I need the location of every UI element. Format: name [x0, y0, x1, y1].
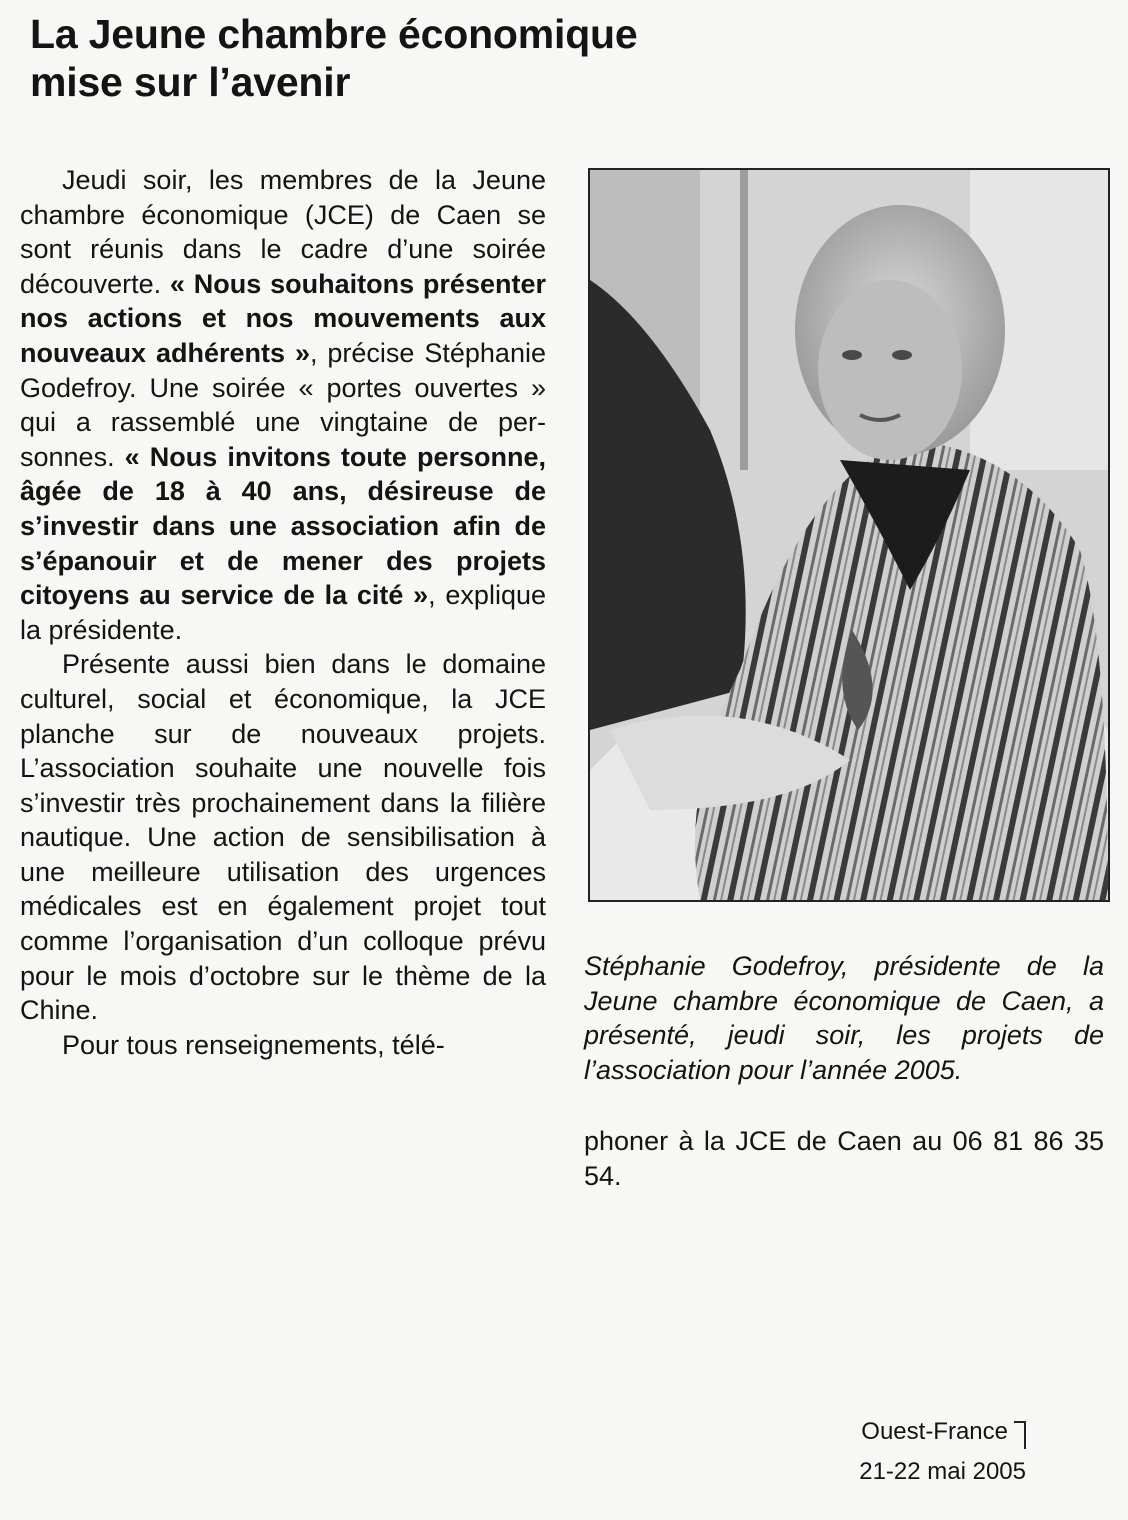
p1-quote-2: « Nous invitons toute personne, âgée de 18 à 40 ans, désireuse de s’investir dans une association afin de s’épanouir et de mener des projets citoyens au service de la cité » [20, 441, 546, 611]
publication-date: 21-22 mai 2005 [859, 1458, 1026, 1485]
article-body [20, 163, 546, 1062]
headline-line-2: mise sur l’avenir [30, 59, 351, 105]
portrait-illustration [590, 170, 1108, 900]
source-block [780, 1414, 1026, 1490]
p1-text-2: , précise Stéphanie Godefroy. Une soirée « portes ouvertes » qui a rassemblé une vingtaine de personnes. [20, 337, 546, 472]
p1-text-3: , explique la présidente. [20, 580, 546, 645]
headline [30, 10, 930, 106]
paragraph-1 [20, 163, 546, 647]
p1-text-1: Jeudi soir, les membres de la Jeune chambre économique (JCE) de Caen se sont réunis dans le cadre d’une soirée découverte. [20, 165, 546, 299]
photo-caption: Stéphanie Godefroy, présidente de la Jeune chambre économique de Caen, a présenté, jeudi soir, les projets de l’association pour l’année 2005. [584, 951, 1104, 1085]
paragraph-3: Pour tous renseignements, télé- [62, 1029, 445, 1060]
portrait-photo [588, 168, 1110, 902]
paragraph-2: Présente aussi bien dans le domaine culturel, social et économique, la JCE planche sur de nouveaux projets. L’association souhaite une nouvelle fois s’investir très prochainement dans la filière nautique. Une action de sensibilisation à une meilleure utilisation des urgences médicales est en également projet tout comme l’organisation d’un colloque prévu pour le mois d’octobre sur le thème de la Chine. [20, 649, 546, 1026]
paragraph-3-continuation: phoner à la JCE de Caen au 06 81 86 35 54. [584, 1126, 1104, 1191]
headline-line-1: La Jeune chambre économique [30, 11, 638, 57]
p1-quote-1: « Nous souhaitons présenter nos actions et nos mouvements aux nouveaux adhérents » [20, 268, 546, 368]
publication-name: Ouest-France [861, 1418, 1008, 1445]
corner-mark-icon [1014, 1421, 1026, 1449]
